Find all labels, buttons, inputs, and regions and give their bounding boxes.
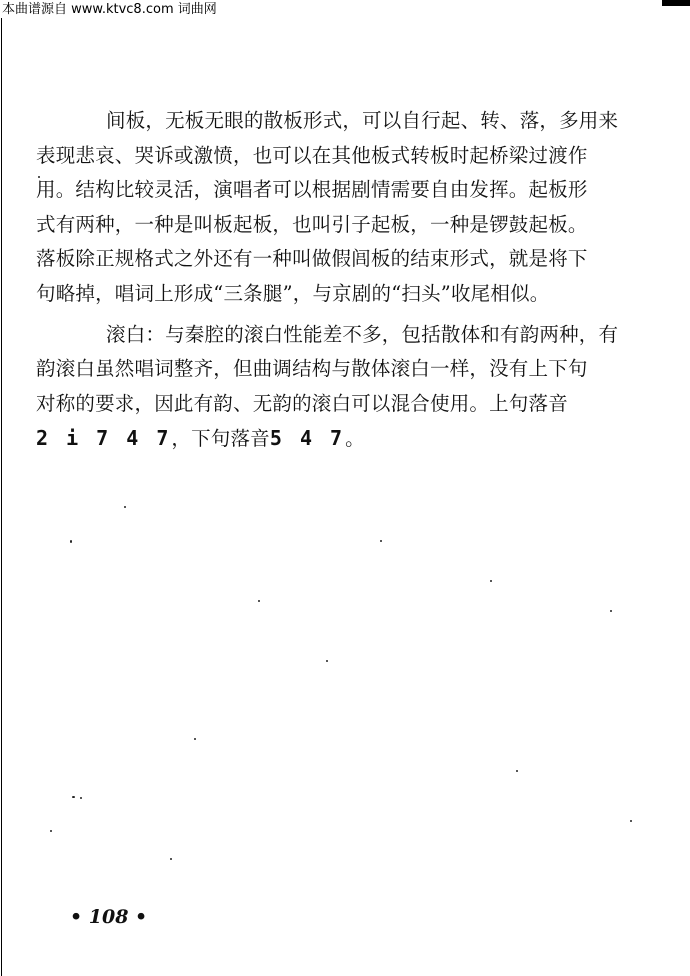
- scan-speck: [380, 540, 382, 542]
- text-line: 滚白：与秦腔的滚白性能差不多，包括散体和有韵两种，有: [106, 322, 619, 346]
- watermark-text: 本曲谱源自 www.ktvc8.com 词曲网: [0, 0, 690, 20]
- scan-speck: [80, 797, 82, 799]
- scan-speck: [610, 610, 612, 612]
- left-border-line: [1, 18, 2, 976]
- scan-speck: [326, 660, 328, 662]
- page-number: • 108 •: [70, 906, 148, 928]
- paragraph-gunbai: [36, 318, 666, 457]
- text-line: 句略掉，唱词上形成“三条腿”，与京剧的“扫头”收尾相似。: [36, 281, 550, 305]
- scan-speck: [124, 506, 126, 508]
- text-line: 韵滚白虽然唱词整齐，但曲调结构与散体滚白一样，没有上下句: [36, 357, 588, 381]
- text-line: 式有两种，一种是叫板起板，也叫引子起板，一种是锣鼓起板。: [36, 212, 588, 236]
- scan-speck: [630, 820, 632, 822]
- text-fragment: 。: [345, 427, 365, 451]
- text-line: 用。结构比较灵活，演唱者可以根据剧情需要自由发挥。起板形: [36, 178, 588, 202]
- jianpu-notation: 2 i 7 4 7: [36, 426, 172, 451]
- scan-speck: [258, 600, 260, 602]
- scan-speck: [38, 176, 40, 178]
- text-fragment: ，下句落音: [171, 427, 270, 451]
- text-line: 落板除正规格式之外还有一种叫做假闾板的结束形式，就是将下: [36, 247, 588, 271]
- page-body: [36, 104, 666, 457]
- scan-speck: [70, 540, 72, 543]
- corner-mark: [662, 0, 690, 6]
- notation-line: [36, 421, 365, 457]
- text-line: 表现悲哀、哭诉或激愤，也可以在其他板式转板时起桥梁过渡作: [36, 143, 588, 167]
- scan-speck: [516, 770, 518, 772]
- scan-speck: [194, 738, 196, 740]
- scan-speck: [490, 580, 492, 582]
- scan-speck: [170, 858, 172, 860]
- scan-speck: [72, 796, 75, 798]
- text-line: 间板，无板无眼的散板形式，可以自行起、转、落，多用来: [106, 109, 619, 132]
- text-line: 对称的要求，因此有韵、无韵的滚白可以混合使用。上句落音: [36, 391, 568, 415]
- paragraph-jianban: [36, 104, 666, 312]
- jianpu-notation: 5 4 7: [269, 426, 346, 451]
- scan-speck: [50, 830, 52, 832]
